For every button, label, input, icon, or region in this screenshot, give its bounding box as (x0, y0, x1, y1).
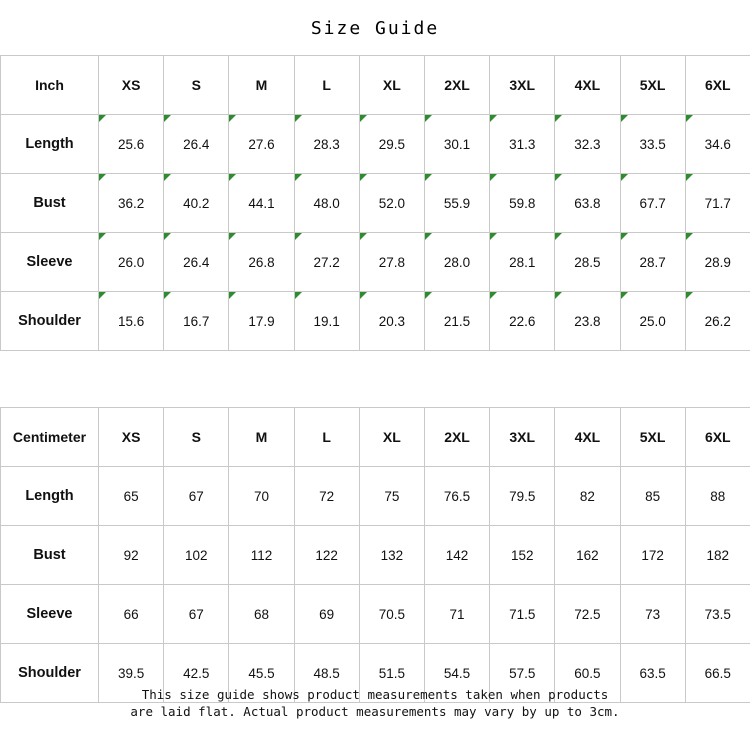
table-row (1, 233, 750, 292)
cell-shoulder-5xl: 25.0 (620, 292, 685, 351)
size-table-inch (0, 55, 750, 351)
cell-length-xs: 25.6 (99, 115, 164, 174)
cell-shoulder-6xl: 66.5 (685, 644, 750, 703)
cell-bust-l: 48.0 (294, 174, 359, 233)
footnote-line-1: This size guide shows product measurements taken when products (141, 687, 609, 702)
cell-bust-6xl: 182 (685, 526, 750, 585)
cell-shoulder-4xl: 60.5 (555, 644, 620, 703)
col-header-xl: XL (359, 408, 424, 467)
cell-length-3xl: 31.3 (490, 115, 555, 174)
unit-header: Centimeter (1, 408, 99, 467)
cell-shoulder-2xl: 54.5 (424, 644, 489, 703)
cell-shoulder-3xl: 22.6 (490, 292, 555, 351)
row-label-sleeve: Sleeve (1, 233, 99, 292)
cell-sleeve-l: 69 (294, 585, 359, 644)
table-header-row (1, 408, 750, 467)
cell-length-s: 26.4 (164, 115, 229, 174)
table-row (1, 526, 750, 585)
footnote-line-2: are laid flat. Actual product measurements may vary by up to 3cm. (130, 704, 620, 719)
cell-bust-l: 122 (294, 526, 359, 585)
col-header-5xl: 5XL (620, 56, 685, 115)
cell-sleeve-xs: 26.0 (99, 233, 164, 292)
cell-shoulder-xs: 15.6 (99, 292, 164, 351)
cell-bust-3xl: 59.8 (490, 174, 555, 233)
unit-header: Inch (1, 56, 99, 115)
col-header-2xl: 2XL (424, 56, 489, 115)
cell-shoulder-4xl: 23.8 (555, 292, 620, 351)
cell-length-xl: 75 (359, 467, 424, 526)
cell-shoulder-xl: 20.3 (359, 292, 424, 351)
col-header-6xl: 6XL (685, 56, 750, 115)
cell-length-2xl: 30.1 (424, 115, 489, 174)
row-label-bust: Bust (1, 174, 99, 233)
table-row (1, 292, 750, 351)
cell-bust-m: 44.1 (229, 174, 294, 233)
table-header-row (1, 56, 750, 115)
cell-sleeve-xl: 27.8 (359, 233, 424, 292)
col-header-m: M (229, 56, 294, 115)
cell-shoulder-5xl: 63.5 (620, 644, 685, 703)
row-label-bust: Bust (1, 526, 99, 585)
cell-bust-xs: 92 (99, 526, 164, 585)
cell-sleeve-m: 68 (229, 585, 294, 644)
cell-length-5xl: 85 (620, 467, 685, 526)
col-header-s: S (164, 56, 229, 115)
cell-bust-s: 102 (164, 526, 229, 585)
cell-sleeve-4xl: 72.5 (555, 585, 620, 644)
table-row (1, 115, 750, 174)
cell-shoulder-xs: 39.5 (99, 644, 164, 703)
cell-shoulder-m: 45.5 (229, 644, 294, 703)
cell-bust-5xl: 67.7 (620, 174, 685, 233)
cell-bust-4xl: 63.8 (555, 174, 620, 233)
cell-length-4xl: 82 (555, 467, 620, 526)
cell-shoulder-2xl: 21.5 (424, 292, 489, 351)
col-header-xs: XS (99, 56, 164, 115)
cell-shoulder-3xl: 57.5 (490, 644, 555, 703)
cell-sleeve-3xl: 71.5 (490, 585, 555, 644)
row-label-length: Length (1, 467, 99, 526)
cell-sleeve-xl: 70.5 (359, 585, 424, 644)
cell-bust-2xl: 55.9 (424, 174, 489, 233)
col-header-4xl: 4XL (555, 408, 620, 467)
cell-bust-m: 112 (229, 526, 294, 585)
cell-bust-4xl: 162 (555, 526, 620, 585)
cell-sleeve-6xl: 73.5 (685, 585, 750, 644)
cell-length-xs: 65 (99, 467, 164, 526)
col-header-2xl: 2XL (424, 408, 489, 467)
cell-sleeve-l: 27.2 (294, 233, 359, 292)
cell-length-l: 72 (294, 467, 359, 526)
table-row (1, 585, 750, 644)
cell-sleeve-2xl: 28.0 (424, 233, 489, 292)
cell-length-4xl: 32.3 (555, 115, 620, 174)
col-header-3xl: 3XL (490, 408, 555, 467)
cell-sleeve-5xl: 28.7 (620, 233, 685, 292)
col-header-4xl: 4XL (555, 56, 620, 115)
cell-length-m: 27.6 (229, 115, 294, 174)
col-header-xl: XL (359, 56, 424, 115)
table-row (1, 467, 750, 526)
cell-sleeve-4xl: 28.5 (555, 233, 620, 292)
row-label-shoulder: Shoulder (1, 644, 99, 703)
size-table-centimeter (0, 407, 750, 703)
col-header-l: L (294, 408, 359, 467)
cell-bust-xs: 36.2 (99, 174, 164, 233)
col-header-l: L (294, 56, 359, 115)
cell-sleeve-m: 26.8 (229, 233, 294, 292)
cell-sleeve-5xl: 73 (620, 585, 685, 644)
row-label-length: Length (1, 115, 99, 174)
cell-length-s: 67 (164, 467, 229, 526)
cell-shoulder-s: 16.7 (164, 292, 229, 351)
cell-bust-6xl: 71.7 (685, 174, 750, 233)
cell-shoulder-s: 42.5 (164, 644, 229, 703)
footnote (0, 686, 750, 720)
cell-bust-xl: 132 (359, 526, 424, 585)
cell-shoulder-m: 17.9 (229, 292, 294, 351)
cell-shoulder-6xl: 26.2 (685, 292, 750, 351)
cell-length-3xl: 79.5 (490, 467, 555, 526)
col-header-6xl: 6XL (685, 408, 750, 467)
cell-bust-5xl: 172 (620, 526, 685, 585)
cell-length-m: 70 (229, 467, 294, 526)
col-header-s: S (164, 408, 229, 467)
cell-length-6xl: 34.6 (685, 115, 750, 174)
cell-sleeve-s: 26.4 (164, 233, 229, 292)
cell-length-5xl: 33.5 (620, 115, 685, 174)
cell-shoulder-l: 19.1 (294, 292, 359, 351)
cell-length-6xl: 88 (685, 467, 750, 526)
col-header-m: M (229, 408, 294, 467)
col-header-5xl: 5XL (620, 408, 685, 467)
cell-shoulder-l: 48.5 (294, 644, 359, 703)
cell-sleeve-xs: 66 (99, 585, 164, 644)
cell-sleeve-s: 67 (164, 585, 229, 644)
cell-length-2xl: 76.5 (424, 467, 489, 526)
cell-sleeve-3xl: 28.1 (490, 233, 555, 292)
col-header-xs: XS (99, 408, 164, 467)
cell-sleeve-6xl: 28.9 (685, 233, 750, 292)
cell-bust-xl: 52.0 (359, 174, 424, 233)
table-separator (0, 351, 750, 407)
cell-shoulder-xl: 51.5 (359, 644, 424, 703)
cell-bust-s: 40.2 (164, 174, 229, 233)
cell-length-l: 28.3 (294, 115, 359, 174)
cell-bust-2xl: 142 (424, 526, 489, 585)
cell-length-xl: 29.5 (359, 115, 424, 174)
row-label-shoulder: Shoulder (1, 292, 99, 351)
row-label-sleeve: Sleeve (1, 585, 99, 644)
page-title: Size Guide (310, 18, 440, 39)
cell-bust-3xl: 152 (490, 526, 555, 585)
col-header-3xl: 3XL (490, 56, 555, 115)
cell-sleeve-2xl: 71 (424, 585, 489, 644)
table-row (1, 174, 750, 233)
